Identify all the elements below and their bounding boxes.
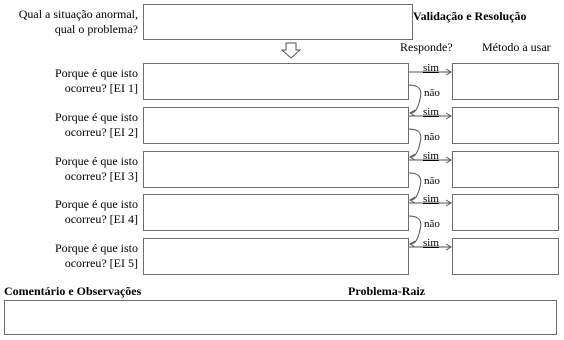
situation-label-line2: qual o problema? xyxy=(54,22,138,36)
why-question-line2: ocorreu? [EI 1] xyxy=(64,81,138,95)
root-problem-header: Problema-Raiz xyxy=(348,284,426,298)
why-question-label xyxy=(0,154,138,184)
why-question-line2: ocorreu? [EI 2] xyxy=(64,125,138,139)
why-answer-input[interactable] xyxy=(143,238,409,275)
why-answer-input[interactable] xyxy=(143,151,409,188)
comments-input[interactable] xyxy=(4,300,557,335)
no-curve-arrow-icon xyxy=(409,85,421,113)
no-label: não xyxy=(424,175,440,187)
method-input[interactable] xyxy=(452,238,559,275)
yes-label: sim xyxy=(423,237,439,249)
method-input[interactable] xyxy=(452,194,559,231)
no-label: não xyxy=(424,218,440,230)
method-input[interactable] xyxy=(452,107,559,144)
situation-label-line1: Qual a situação anormal, xyxy=(18,7,138,21)
responds-header: Responde? xyxy=(400,40,453,54)
yes-label: sim xyxy=(423,62,439,74)
yes-label: sim xyxy=(423,150,439,162)
why-question-label xyxy=(0,66,138,96)
why-answer-input[interactable] xyxy=(143,194,409,231)
why-question-line1: Porque é que isto xyxy=(55,66,138,80)
why-question-label xyxy=(0,110,138,140)
why-question-label xyxy=(0,197,138,227)
why-question-line1: Porque é que isto xyxy=(55,241,138,255)
comments-header: Comentário e Observações xyxy=(4,284,142,298)
why-question-line1: Porque é que isto xyxy=(55,154,138,168)
method-input[interactable] xyxy=(452,63,559,100)
why-question-line2: ocorreu? [EI 5] xyxy=(64,256,138,270)
down-arrow-icon xyxy=(282,43,300,58)
no-label: não xyxy=(424,87,440,99)
method-input[interactable] xyxy=(452,151,559,188)
why-question-line1: Porque é que isto xyxy=(55,197,138,211)
no-curve-arrow-icon xyxy=(409,216,421,244)
validation-header: Validação e Resolução xyxy=(413,9,527,23)
why-answer-input[interactable] xyxy=(143,63,409,100)
no-curve-arrow-icon xyxy=(409,173,421,200)
no-curve-arrow-icon xyxy=(409,129,421,157)
yes-label: sim xyxy=(423,106,439,118)
why-question-line2: ocorreu? [EI 3] xyxy=(64,169,138,183)
why-question-line2: ocorreu? [EI 4] xyxy=(64,212,138,226)
why-question-label xyxy=(0,241,138,271)
method-header: Método a usar xyxy=(482,40,551,54)
why-answer-input[interactable] xyxy=(143,107,409,144)
yes-label: sim xyxy=(423,193,439,205)
no-label: não xyxy=(424,131,440,143)
why-question-line1: Porque é que isto xyxy=(55,110,138,124)
